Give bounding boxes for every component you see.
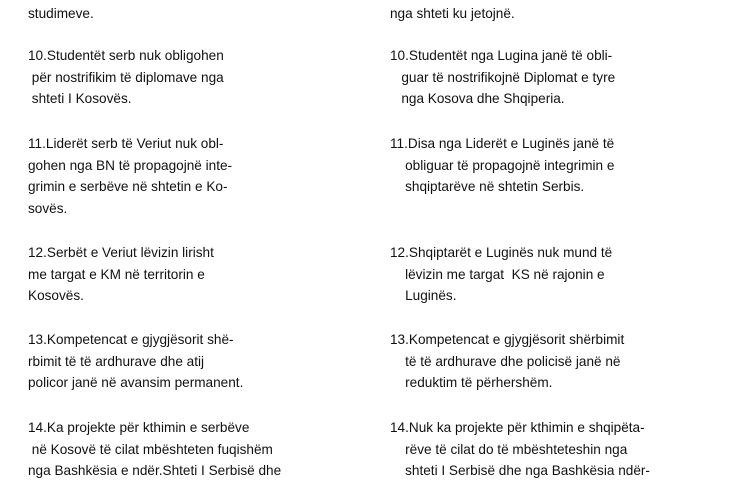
text-line: për nostrifikim të diplomave nga [28,69,224,85]
text-line: Luginës. [390,288,457,303]
right-item-10 [390,45,615,110]
text-line: policor janë në avansim permanent. [28,375,244,390]
right-item-12 [390,242,612,307]
text-line: 12.Shqiptarët e Luginës nuk mund të [390,245,613,260]
text-line: shqiptarëve në shtetin Serbis. [390,179,585,194]
text-line: lëvizin me targat KS në rajonin e [390,266,605,282]
text-line: obliguar të propagojnë integrimin e [390,157,615,173]
text-line: 13.Kompetencat e gjygjësorit shë- [28,332,234,347]
text-line: rbimit të të ardhurave dhe atij [28,353,205,369]
text-line: të të ardhurave dhe policisë janë në [390,353,621,369]
text-line: reduktim të përhershëm. [390,375,553,390]
text-line: 14.Nuk ka projekte për kthimin e shqipëta- [390,420,645,435]
text-line: rëve të cilat do të mbështeteshin nga [390,441,628,457]
text-line: grimin e serbëve në shtetin e Ko- [28,179,228,194]
text-line: me targat e KM në territorin e [28,266,205,282]
text-line: nga shteti ku jetojnë. [390,6,515,21]
right-block-9-tail [390,3,515,25]
right-item-11 [390,133,614,198]
text-line: 10.Studentët nga Lugina janë të obli- [390,48,613,63]
text-line: nga Bashkësia e ndër.Shteti I Serbisë dhe [28,463,282,478]
text-line: 11.Disa nga Liderët e Luginës janë të [390,136,615,151]
text-line: nga Kosova dhe Shqiperia. [390,91,565,106]
text-line: shteti I Kosovës. [28,91,132,106]
text-line: gohen nga BN të propagojnë inte- [28,157,233,173]
text-line: 12.Serbët e Veriut lëvizin lirisht [28,245,214,260]
text-line: në Kosovë të cilat mbështeten fuqishëm [28,441,273,457]
text-line: Kosovës. [28,288,84,303]
right-item-14 [390,417,650,482]
left-item-14 [28,417,281,482]
text-line: studimeve. [28,6,94,21]
text-line: 13.Kompetencat e gjygjësorit shërbimit [390,332,625,347]
text-line: 14.Ka projekte për kthimin e serbëve [28,420,250,435]
text-line: shteti I Serbisë dhe nga Bashkësia ndër- [390,463,650,478]
text-line: guar të nostrifikojnë Diplomat e tyre [390,69,616,85]
text-line: 11.Liderët serb të Veriut nuk obl- [28,136,224,151]
left-item-11 [28,133,232,219]
left-item-12 [28,242,214,307]
left-item-10 [28,45,224,110]
left-block-9-tail [28,3,94,25]
right-item-13 [390,329,624,394]
text-line: sovës. [28,200,68,216]
text-line: 10.Studentët serb nuk obligohen [28,48,224,63]
left-item-13 [28,329,243,394]
